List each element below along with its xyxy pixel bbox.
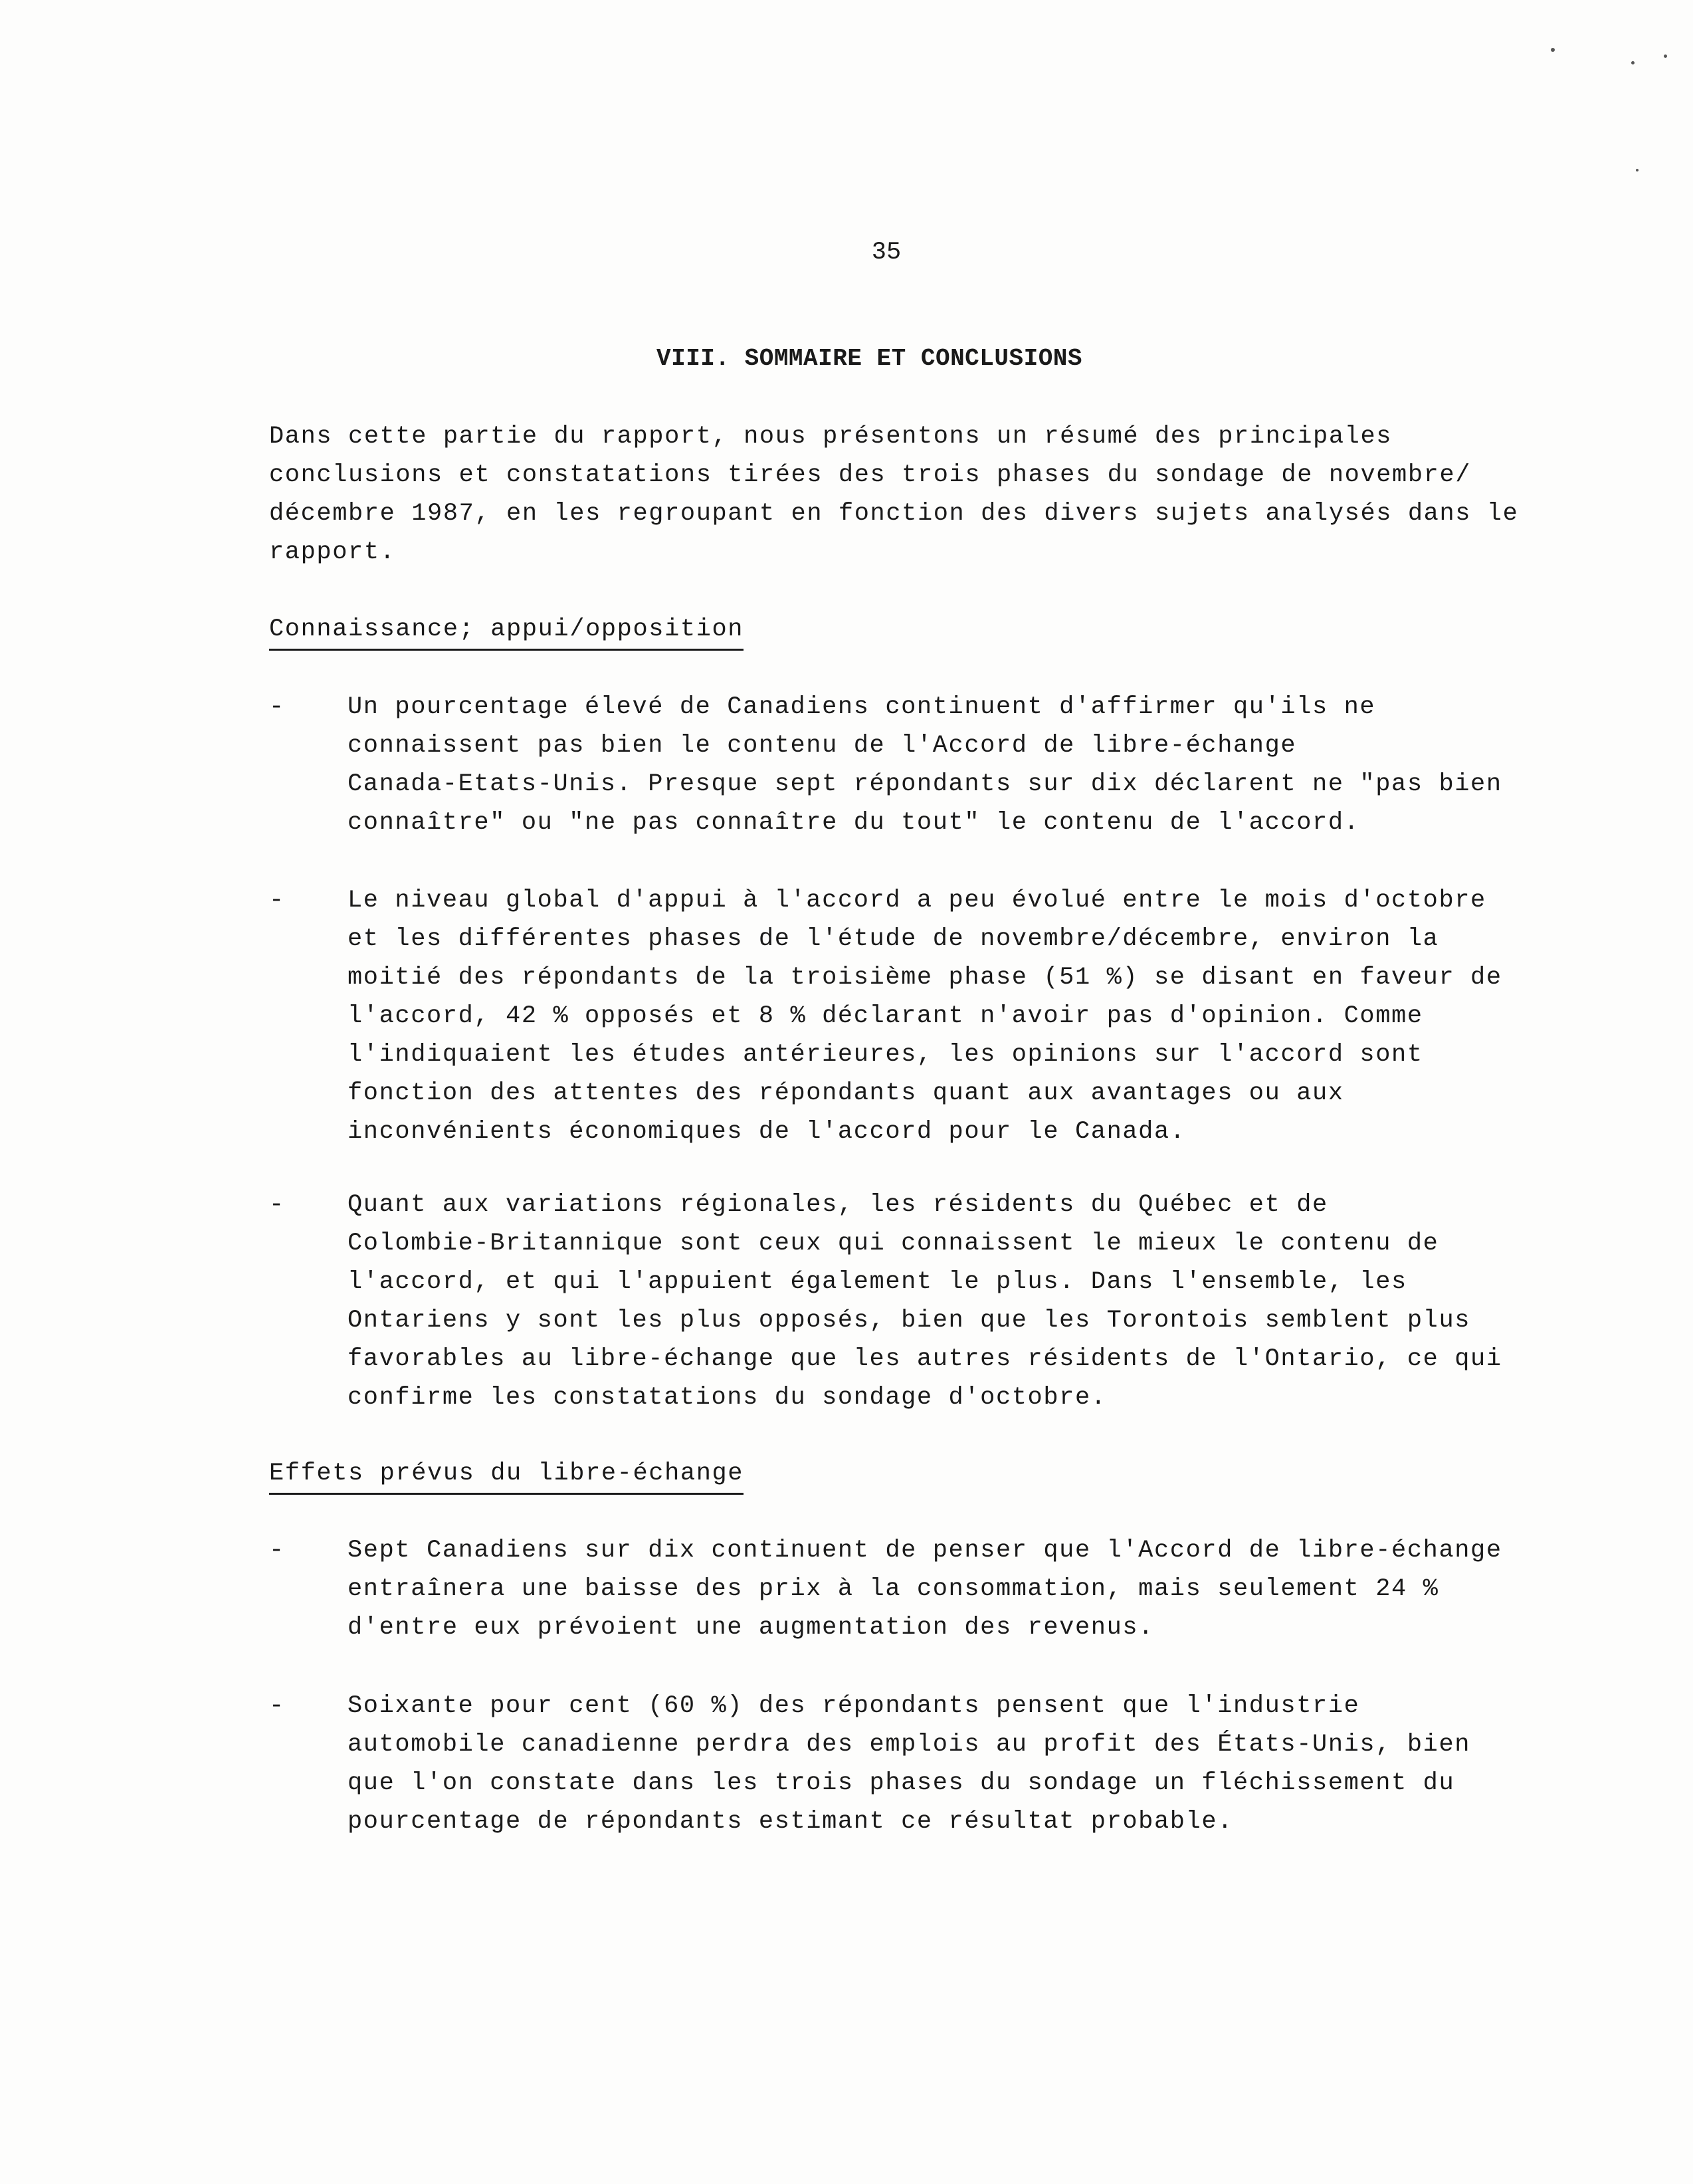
bullet-line: entraînera une baisse des prix à la consommation, mais seulement 24 % [348,1575,1439,1603]
bullet-line: Soixante pour cent (60 %) des répondants pensent que l'industrie [348,1692,1360,1720]
bullet-dash: - [269,1537,284,1565]
intro-line: conclusions et constatations tirées des trois phases du sondage de novembre/ [269,461,1472,489]
scan-speck [1551,48,1555,52]
bullet-line: moitié des répondants de la troisième phase (51 %) se disant en faveur de [348,964,1502,992]
scan-speck [1664,55,1667,58]
bullet-line: connaissent pas bien le contenu de l'Accord de libre-échange [348,732,1297,760]
bullet-dash: - [269,693,284,721]
bullet-line: et les différentes phases de l'étude de novembre/décembre, environ la [348,925,1439,953]
bullet-line: inconvénients économiques de l'accord pour le Canada. [348,1118,1186,1146]
bullet-text [348,1687,1470,1841]
bullet-line: fonction des attentes des répondants quant aux avantages ou aux [348,1079,1344,1107]
bullet-dash: - [269,1692,284,1720]
bullet-text [348,881,1502,1151]
bullet-line: Ontariens y sont les plus opposés, bien que les Torontois semblent plus [348,1307,1471,1335]
page-title: VIII. SOMMAIRE ET CONCLUSIONS [656,345,1083,372]
intro-line: Dans cette partie du rapport, nous présentons un résumé des principales [269,423,1393,451]
section-heading-effets: Effets prévus du libre-échange [269,1457,744,1495]
bullet-text [348,1531,1502,1647]
bullet-line: l'accord, 42 % opposés et 8 % déclarant n'avoir pas d'opinion. Comme [348,1002,1423,1030]
bullet-text [348,688,1502,842]
bullet-line: Colombie-Britannique sont ceux qui connaissent le mieux le contenu de [348,1230,1439,1257]
intro-line: rapport. [269,538,396,566]
bullet-dash: - [269,1191,284,1219]
scan-speck [1636,169,1639,171]
bullet-line: connaître" ou "ne pas connaître du tout" le contenu de l'accord. [348,809,1360,837]
bullet-line: Quant aux variations régionales, les résidents du Québec et de [348,1191,1328,1219]
bullet-line: Sept Canadiens sur dix continuent de penser que l'Accord de libre-échange [348,1537,1502,1565]
bullet-line: automobile canadienne perdra des emplois au profit des États-Unis, bien [348,1731,1471,1759]
scan-speck [1631,61,1635,64]
page-number: 35 [871,239,902,267]
bullet-line: que l'on constate dans les trois phases du sondage un fléchissement du [348,1769,1455,1797]
bullet-line: Le niveau global d'appui à l'accord a peu évolué entre le mois d'octobre [348,887,1486,915]
bullet-line: l'indiquaient les études antérieures, les opinions sur l'accord sont [348,1041,1423,1069]
bullet-line: confirme les constatations du sondage d'octobre. [348,1384,1107,1412]
intro-line: décembre 1987, en les regroupant en fonction des divers sujets analysés dans le [269,500,1519,528]
bullet-line: Un pourcentage élevé de Canadiens continuent d'affirmer qu'ils ne [348,693,1376,721]
section-heading-connaissance: Connaissance; appui/opposition [269,613,744,651]
intro-paragraph [269,417,1519,572]
bullet-dash: - [269,887,284,915]
bullet-line: favorables au libre-échange que les autres résidents de l'Ontario, ce qui [348,1345,1502,1373]
bullet-line: d'entre eux prévoient une augmentation des revenus. [348,1614,1154,1642]
bullet-text [348,1186,1502,1417]
bullet-line: pourcentage de répondants estimant ce résultat probable. [348,1808,1234,1836]
bullet-line: l'accord, et qui l'appuient également le plus. Dans l'ensemble, les [348,1268,1407,1296]
bullet-line: Canada-Etats-Unis. Presque sept répondants sur dix déclarent ne "pas bien [348,770,1502,798]
